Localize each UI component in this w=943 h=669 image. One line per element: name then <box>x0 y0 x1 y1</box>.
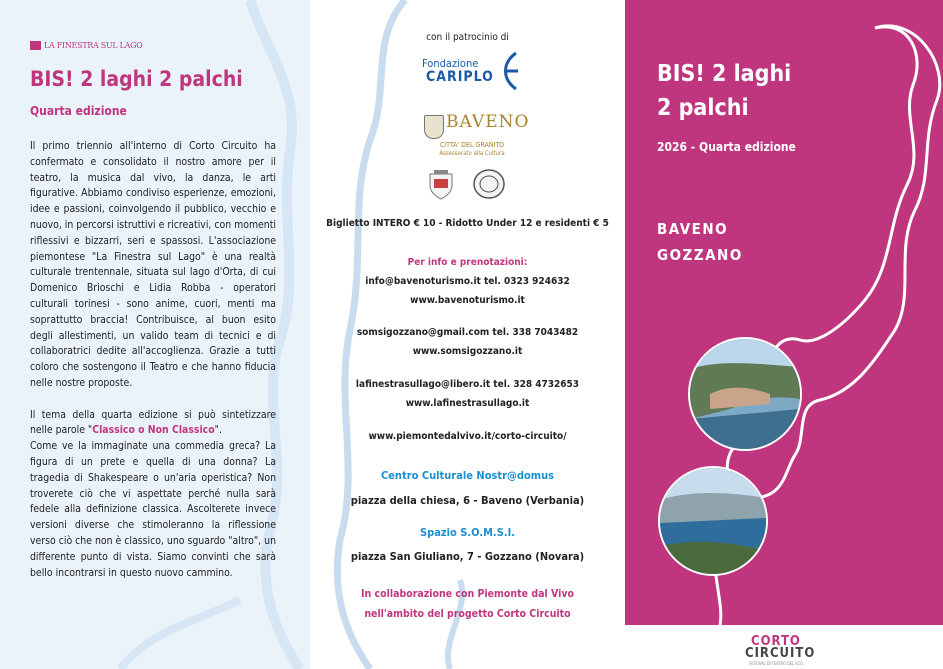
theme-intro: Il tema della quarta edizione si può sintetizzare nelle parole " <box>30 408 276 437</box>
cariplo-line2: CARIPLO <box>426 69 494 85</box>
photo-gozzano <box>658 466 768 576</box>
left-body-text <box>30 139 276 597</box>
left-panel <box>0 0 310 669</box>
cover-title <box>657 57 791 125</box>
theme-highlight: Classico o Non Classico <box>92 424 215 437</box>
baveno-logo-sub: CITTA' DEL GRANITO <box>439 141 505 149</box>
gozzano-crest-icon <box>428 170 454 200</box>
window-icon <box>30 41 41 50</box>
lake-town-image <box>690 339 800 449</box>
venue-gozzano-address: piazza San Giuliano, 7 - Gozzano (Novara) <box>350 550 585 563</box>
contact-finestra[interactable]: lafinestrasullago@libero.it tel. 328 4732653 <box>355 379 580 390</box>
cover-title-line1: BIS! 2 laghi <box>657 61 792 87</box>
contact-baveno[interactable]: info@bavenoturismo.it tel. 0323 924632 <box>365 276 570 287</box>
logo-circuito: CIRCUITO <box>745 646 816 661</box>
middle-panel <box>310 0 625 669</box>
cover-title-line2: 2 palchi <box>657 95 749 121</box>
corto-circuito-logo <box>745 634 825 664</box>
town-baveno: BAVENO <box>657 220 729 238</box>
photo-baveno <box>688 337 802 451</box>
baveno-city-logo <box>424 112 530 164</box>
patronage-label: con il patrocinio di <box>426 32 509 43</box>
right-cover-panel <box>625 0 943 669</box>
cariplo-line1: Fondazione <box>422 57 479 70</box>
ticket-prices: Biglietto INTERO € 10 - Ridotto Under 12 e residenti € 5 <box>326 218 609 229</box>
somsi-seal-icon <box>472 168 506 200</box>
town-gozzano: GOZZANO <box>657 246 743 264</box>
website-baveno[interactable]: www.bavenoturismo.it <box>410 295 525 306</box>
venue-baveno-name: Centro Culturale Nostr@domus <box>380 469 555 482</box>
paragraph-intro: Il primo triennio all'interno di Corto Circuito ha confermato e consolidato il nostro amore per il teatro, la musica dal vivo, la danza, le arti figurative. Abbiamo condiviso esperienze, emozioni, idee e passioni, coinvolgendo il pubblico, vecchio e nuovo, in percorsi istruttivi e ricreativi, con momenti riflessivi e bizzarri, seri e spassosi. L'associazione piemontese "La Finestra sul Lago" è una realtà culturale trentennale, situata sul lago d'Orta, di cui Domenico Brioschi e Lidia Robba - operatori culturali torinesi - sono anime, cuori, menti ma soprattutto braccia! Contribuisce, al buon esito degli allestimenti, un valido team di tecnici e di collaboratrici dedite all'accoglienza. Grazie a tutti coloro che sostengono il Teatro e che hanno fiducia nelle nostre proposte. <box>30 140 276 389</box>
logo-text: LA FINESTRA SUL LAGO <box>44 41 143 50</box>
paragraph-description: Come ve la immaginate una commedia greca? La figura di un prete e quella di una donna? La tragedia di Shakespeare o un'aria operistica? Non troverete ciò che vi aspettate perché nulla sarà fedele alla definizione classica. Ascolterete invece versioni diverse che stimoleranno la riflessione verso ciò che non è classico, uno sguardo "altro", un differente punto di vista. Siamo convinti che sarà bello incontrarsi in questo nuovo cammino. <box>30 440 276 579</box>
left-edition: Quarta edizione <box>30 104 127 118</box>
website-finestra[interactable]: www.lafinestrasullago.it <box>405 398 530 409</box>
fondazione-cariplo-logo <box>422 47 522 99</box>
baveno-logo-title: BAVENO <box>446 112 530 132</box>
venue-baveno-address: piazza della chiesa, 6 - Baveno (Verbania) <box>350 494 585 507</box>
paragraph-theme <box>30 408 276 440</box>
logo-caption: FESTIVAL DI TEATRO DEL VCO <box>749 661 803 666</box>
venue-gozzano-name: Spazio S.O.M.S.I. <box>419 526 516 539</box>
collaboration-line1: In collaborazione con Piemonte dal Vivo <box>361 588 574 600</box>
theme-end: ". <box>214 424 222 437</box>
la-finestra-logo <box>30 41 142 50</box>
logo-corto: CORTO <box>751 634 801 649</box>
cover-edition: 2026 - Quarta edizione <box>657 140 796 154</box>
info-heading: Per info e prenotazioni: <box>407 257 528 268</box>
lake-view-image <box>660 468 766 574</box>
collaboration-line2: nell'ambito del progetto Corto Circuito <box>364 608 571 620</box>
bottom-logo-strip <box>625 625 943 669</box>
cover-towns <box>657 216 743 268</box>
baveno-crest-icon <box>424 115 444 139</box>
cariplo-mark-icon <box>498 49 520 93</box>
baveno-logo-sub2: Assessorato alla Cultura <box>439 150 505 157</box>
left-title: BIS! 2 laghi 2 palchi <box>30 67 243 91</box>
website-piemonte[interactable]: www.piemontedalvivo.it/corto-circuito/ <box>368 431 567 442</box>
contact-somsi[interactable]: somsigozzano@gmail.com tel. 338 7043482 <box>356 327 579 338</box>
website-somsi[interactable]: www.somsigozzano.it <box>412 346 523 357</box>
